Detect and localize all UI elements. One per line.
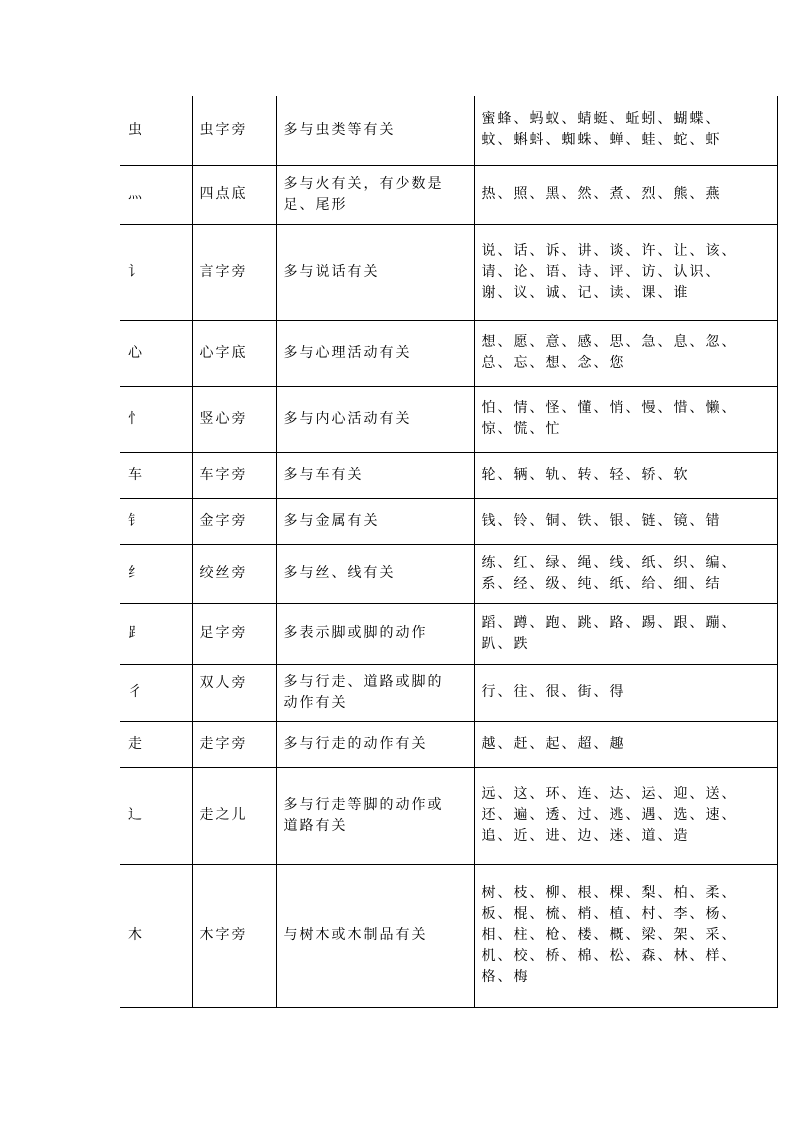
radical-name-cell: 车字旁 [192, 452, 276, 498]
radical-name-cell: 金字旁 [192, 498, 276, 544]
radical-name-cell: 走之儿 [192, 767, 276, 864]
table-row [120, 224, 777, 320]
table-row [120, 544, 777, 603]
radical-cell: 车 [120, 452, 192, 498]
radical-cell: 走 [120, 721, 192, 767]
radical-name-cell: 竖心旁 [192, 386, 276, 452]
radical-name-cell: 四点底 [192, 165, 276, 224]
meaning-cell: 多与行走等脚的动作或 道路有关 [276, 767, 474, 864]
meaning-cell: 多与说话有关 [276, 224, 474, 320]
table-row [120, 452, 777, 498]
meaning-cell: 多与行走的动作有关 [276, 721, 474, 767]
radical-cell: 灬 [120, 165, 192, 224]
meaning-cell: 多表示脚或脚的动作 [276, 603, 474, 664]
examples-cell: 蜜蜂、蚂蚁、蜻蜓、蚯蚓、蝴蝶、 蚊、蝌蚪、蜘蛛、蝉、蛙、蛇、虾 [474, 96, 777, 165]
examples-cell: 说、话、诉、讲、谈、许、让、该、 请、论、语、诗、评、访、认识、 谢、议、诚、记、读、课、谁 [474, 224, 777, 320]
examples-cell: 远、这、环、连、达、运、迎、送、 还、遍、透、过、逃、遇、选、速、 追、近、进、边、迷、道、造 [474, 767, 777, 864]
examples-cell: 蹈、蹲、跑、跳、路、踢、跟、蹦、 趴、跌 [474, 603, 777, 664]
examples-cell: 越、赶、起、超、趣 [474, 721, 777, 767]
table-row [120, 864, 777, 1007]
table-row [120, 165, 777, 224]
radical-cell: 纟 [120, 544, 192, 603]
examples-cell: 想、愿、意、感、思、急、息、忽、 总、忘、想、念、您 [474, 320, 777, 386]
radical-cell: 木 [120, 864, 192, 1007]
table-row [120, 96, 777, 165]
radical-cell: 讠 [120, 224, 192, 320]
meaning-cell: 多与心理活动有关 [276, 320, 474, 386]
meaning-cell: 多与丝、线有关 [276, 544, 474, 603]
radical-cell: 彳 [120, 664, 192, 721]
meaning-cell: 与树木或木制品有关 [276, 864, 474, 1007]
table-row [120, 664, 777, 721]
radical-name-cell: 双人旁 [192, 664, 276, 721]
table-row [120, 498, 777, 544]
examples-cell: 钱、铃、铜、铁、银、链、镜、错 [474, 498, 777, 544]
table-row [120, 721, 777, 767]
radical-name-cell: 心字底 [192, 320, 276, 386]
examples-cell: 树、枝、柳、根、棵、梨、柏、柔、 板、棍、梳、梢、植、村、李、杨、 相、柱、枪、楼、概、梁、架、采、 机、校、桥、棉、松、森、林、样、 格、梅 [474, 864, 777, 1007]
radical-name-cell: 木字旁 [192, 864, 276, 1007]
radical-name-cell: 虫字旁 [192, 96, 276, 165]
meaning-cell: 多与金属有关 [276, 498, 474, 544]
examples-cell: 练、红、绿、绳、线、纸、织、编、 系、经、级、纯、纸、给、细、结 [474, 544, 777, 603]
radical-cell: 钅 [120, 498, 192, 544]
meaning-cell: 多与火有关，有少数是 足、尾形 [276, 165, 474, 224]
radical-cell: 辶 [120, 767, 192, 864]
radical-cell: 忄 [120, 386, 192, 452]
table-row [120, 386, 777, 452]
table-row [120, 320, 777, 386]
meaning-cell: 多与车有关 [276, 452, 474, 498]
radical-cell: 心 [120, 320, 192, 386]
radical-table [120, 96, 778, 1008]
meaning-cell: 多与虫类等有关 [276, 96, 474, 165]
examples-cell: 热、照、黑、然、煮、烈、熊、燕 [474, 165, 777, 224]
meaning-cell: 多与行走、道路或脚的 动作有关 [276, 664, 474, 721]
radical-name-cell: 走字旁 [192, 721, 276, 767]
meaning-cell: 多与内心活动有关 [276, 386, 474, 452]
examples-cell: 行、往、很、街、得 [474, 664, 777, 721]
examples-cell: 怕、情、怪、懂、悄、慢、惜、懒、 惊、慌、忙 [474, 386, 777, 452]
radical-name-cell: 绞丝旁 [192, 544, 276, 603]
table-row [120, 603, 777, 664]
table-row [120, 767, 777, 864]
examples-cell: 轮、辆、轨、转、轻、轿、软 [474, 452, 777, 498]
radical-name-cell: 足字旁 [192, 603, 276, 664]
radical-name-cell: 言字旁 [192, 224, 276, 320]
radical-cell: ⻊ [120, 603, 192, 664]
radical-cell: 虫 [120, 96, 192, 165]
